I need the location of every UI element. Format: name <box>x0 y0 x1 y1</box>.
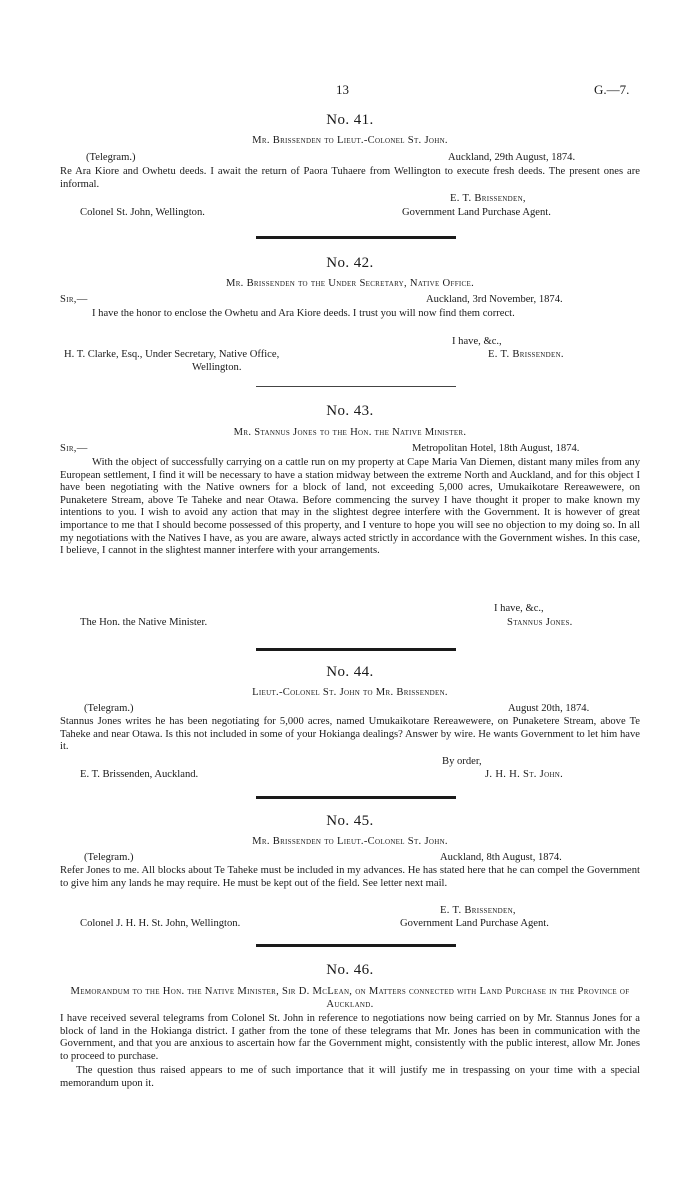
telegram-note: (Telegram.) <box>84 703 134 714</box>
place-date: Auckland, 3rd November, 1874. <box>426 294 563 305</box>
place-date: Auckland, 29th August, 1874. <box>448 152 576 163</box>
letter-number: No. 41. <box>326 112 374 128</box>
letter-number: No. 44. <box>326 664 374 680</box>
telegram-note: (Telegram.) <box>84 852 134 863</box>
separator-rule <box>256 386 456 387</box>
signature-title: Government Land Purchase Agent. <box>402 207 551 218</box>
separator-rule <box>256 796 456 799</box>
signature: E. T. Brissenden, <box>450 193 526 204</box>
letter-body: With the object of successfully carrying on a cattle run on my property at Cape Maria Van Diemen, distant many miles from any European settlement, I find it will be necessary to have a station midway between the extreme North and Auckland, and for this object I have been negotiating with the Native owners for a block of land, not exceeding 5,000 acres, Umukaikotare Rereawewere, on Punaketere Stream, above Te Taheke and near Otawa. Before commencing the survey I have thought it proper to make known my intentions to you. I wish to avoid any action that may in the slightest degree interfere with the Government. It is however of great importance to me that I should become possessed of this property, and I venture to hope you will see no objection to my doing so. In all my negotiations with the Natives I have, as you are aware, always acted strictly in accordance with the Government wishes. In this case, I believe, I cannot in the slightest manner interfere with your arrangements. <box>60 457 640 557</box>
place-date: Metropolitan Hotel, 18th August, 1874. <box>412 443 580 454</box>
separator-rule <box>256 944 456 947</box>
letter-body: Re Ara Kiore and Owhetu deeds. I await the return of Paora Tuhaere from Wellington to execute fresh deeds. The present ones are informal. <box>60 166 640 190</box>
separator-rule <box>256 648 456 651</box>
salutation: Sir,— <box>60 443 88 454</box>
addressee: Colonel J. H. H. St. John, Wellington. <box>80 918 241 929</box>
letter-heading: Lieut.-Colonel St. John to Mr. Brissenden. <box>252 687 448 698</box>
salutation: Sir,— <box>60 294 88 305</box>
letter-body: I have the honor to enclose the Owhetu and Ara Kiore deeds. I trust you will now find them correct. <box>92 308 515 319</box>
letter-body: Refer Jones to me. All blocks about Te Taheke must be included in my advances. He has stated here that he can compel the Government to give him any lands he may require. He must be kept out of the field. See letter next mail. <box>60 865 640 889</box>
letter-body: Stannus Jones writes he has been negotiating for 5,000 acres, named Umukaikotare Rereawewere, on Punaketere Stream, above Te Taheke and near Otawa. Is this not included in some of your Hokianga dealings? Answer by wire. He wants Government to let him have it. <box>60 716 640 753</box>
letter-body: I have received several telegrams from Colonel St. John in reference to negotiations now being carried on by Mr. Stannus Jones for a block of land in the Hokianga district. I gather from the tone of these telegrams that Mr. Jones has been in communication with the Government, and that you are anxious to ascertain how far the Government might, consistently with the public interest, allow Mr. Jones to proceed to purchase. <box>60 1013 640 1062</box>
page-number: 13 <box>336 82 349 97</box>
series-code: G.—7. <box>594 82 630 97</box>
letter-heading: Mr. Brissenden to the Under Secretary, Native Office. <box>225 278 475 289</box>
signature-title: Government Land Purchase Agent. <box>400 918 549 929</box>
signature: Stannus Jones. <box>507 617 573 628</box>
closing: By order, <box>442 756 482 767</box>
letter-heading: Mr. Stannus Jones to the Hon. the Native Minister. <box>233 427 467 438</box>
signature: E. T. Brissenden. <box>488 349 564 360</box>
letter-body-continued: The question thus raised appears to me of such importance that it will justify me in trespassing on your time with a special memorandum upon it. <box>60 1065 640 1089</box>
addressee: The Hon. the Native Minister. <box>80 617 208 628</box>
separator-rule <box>256 236 456 239</box>
letter-heading: Mr. Brissenden to Lieut.-Colonel St. John. <box>252 135 448 146</box>
signature: E. T. Brissenden, <box>440 905 516 916</box>
letter-number: No. 45. <box>326 813 374 829</box>
addressee: Colonel St. John, Wellington. <box>80 207 205 218</box>
letter-number: No. 43. <box>326 403 374 419</box>
telegram-note: (Telegram.) <box>86 152 136 163</box>
letter-number: No. 46. <box>326 962 374 978</box>
signature: J. H. H. St. John. <box>485 769 564 780</box>
closing: I have, &c., <box>494 603 544 614</box>
letter-heading: Mr. Brissenden to Lieut.-Colonel St. John. <box>252 836 448 847</box>
addressee: H. T. Clarke, Esq., Under Secretary, Native Office, <box>64 349 280 360</box>
place-date: August 20th, 1874. <box>508 703 590 714</box>
closing: I have, &c., <box>452 336 502 347</box>
addressee-line-2: Wellington. <box>192 362 242 373</box>
letter-number: No. 42. <box>326 255 374 271</box>
place-date: Auckland, 8th August, 1874. <box>440 852 562 863</box>
addressee: E. T. Brissenden, Auckland. <box>80 769 199 780</box>
memorandum-heading: Memorandum to the Hon. the Native Minister, Sir D. McLean, on Matters connected with Land Purchase in the Province of Auckland. <box>70 986 630 1010</box>
